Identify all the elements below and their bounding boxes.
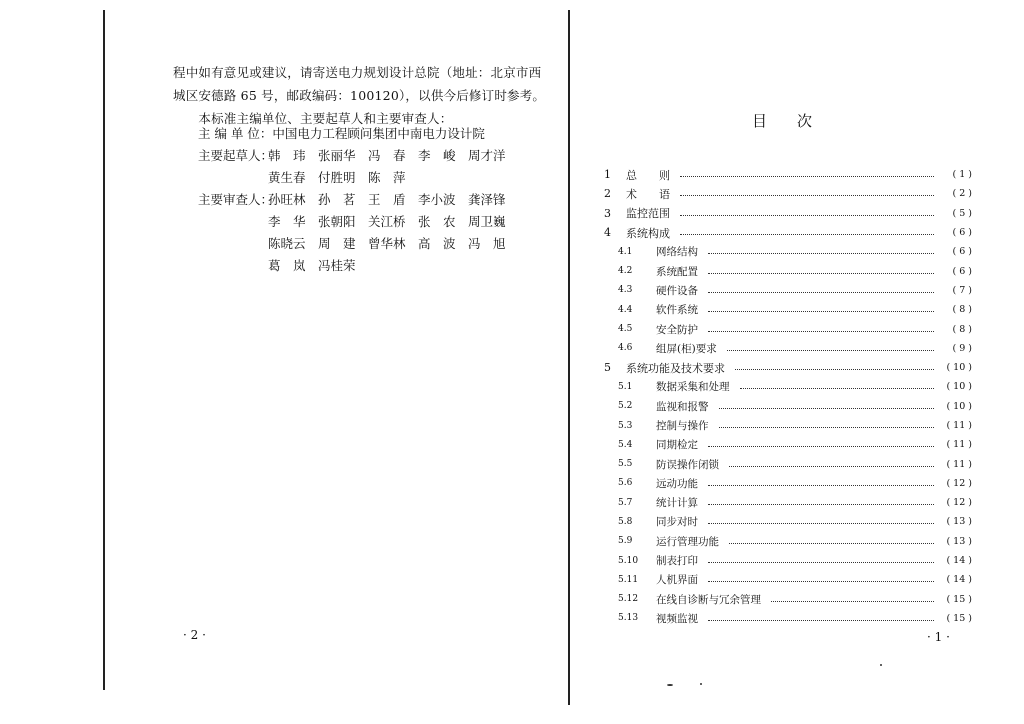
toc-entry-label: 控制与操作: [656, 420, 709, 432]
toc-entry[interactable]: [604, 512, 972, 531]
toc-entry-label: 监视和报警: [656, 400, 709, 413]
toc-entry-number: 5.2: [618, 401, 633, 412]
toc-entry[interactable]: [604, 204, 972, 223]
toc-entry[interactable]: [604, 281, 972, 300]
toc-entry-label: 系统构成: [626, 226, 670, 240]
toc-entry[interactable]: [604, 242, 972, 261]
toc-leader-dots: [708, 311, 934, 312]
toc-entry-page: ( 15 ): [946, 612, 972, 624]
person-name: 张 农: [418, 214, 456, 229]
toc-leader-dots: [708, 446, 934, 447]
toc-entry[interactable]: [604, 319, 972, 338]
toc-entry-page: ( 10 ): [946, 381, 972, 393]
toc-entry-number: 5.7: [618, 497, 633, 508]
toc-leader-dots: [735, 369, 934, 370]
toc-leader-dots: [680, 234, 934, 235]
toc-leader-dots: [680, 215, 934, 216]
toc-entry[interactable]: [604, 532, 972, 551]
person-name: 李 峻: [418, 148, 456, 163]
toc-entry-number: 4.1: [618, 246, 633, 257]
toc-leader-dots: [708, 620, 934, 621]
person-name: 周卫巍: [468, 214, 506, 229]
toc-entry-label: 统计计算: [656, 497, 698, 510]
toc-entry[interactable]: [604, 609, 972, 628]
toc-entry-number: 4.4: [618, 304, 633, 315]
reviewers-label: 主要审查人：: [198, 192, 274, 207]
toc-entry-label: 制表打印: [656, 555, 698, 568]
toc-entry-label: 视频监视: [656, 612, 698, 625]
scan-speck: [667, 684, 673, 686]
person-name: 张朝阳: [318, 214, 356, 229]
toc-leader-dots: [708, 485, 934, 486]
drafters-label: 主要起草人：: [198, 148, 274, 163]
toc-entry-page: ( 12 ): [946, 477, 972, 489]
toc-leader-dots: [680, 195, 934, 196]
toc-entry-label: 同期检定: [656, 439, 698, 452]
toc-entry-label: 术 语: [626, 187, 670, 201]
toc-entry-page: ( 14 ): [946, 555, 972, 567]
toc-entry[interactable]: [604, 358, 972, 377]
reviewers-row: [198, 232, 518, 254]
person-name: 张丽华: [318, 148, 356, 163]
toc-leader-dots: [708, 504, 934, 505]
toc-entry[interactable]: [604, 339, 972, 358]
toc-entry-label: 人机界面: [656, 574, 698, 587]
toc-entry-page: ( 11 ): [946, 458, 972, 470]
toc-entry-page: ( 9 ): [952, 342, 972, 354]
toc-entry-number: 5: [604, 361, 611, 375]
toc-entry[interactable]: [604, 570, 972, 589]
person-name: 关江桥: [368, 214, 406, 229]
person-name: 孙 茗: [318, 192, 356, 207]
credits-block: [198, 122, 518, 276]
toc-entry-label: 同步对时: [656, 516, 698, 529]
toc-entry[interactable]: [604, 551, 972, 570]
toc-entry-page: ( 7 ): [952, 284, 972, 296]
toc-entry-label: 安全防护: [656, 323, 698, 336]
reviewers-row: [198, 254, 518, 276]
toc-entry-label: 监控范围: [626, 207, 670, 221]
toc-entry-number: 5.6: [618, 478, 633, 489]
person-name: 韩 玮: [268, 148, 306, 163]
toc-entry-label: 组屏(柜)要求: [656, 342, 717, 355]
chief-editor-value: 中国电力工程顾问集团中南电力设计院: [272, 126, 485, 141]
table-of-contents: [604, 165, 972, 628]
toc-entry-number: 5.8: [618, 516, 633, 527]
toc-entry-page: ( 6 ): [952, 265, 972, 277]
left-page: [103, 0, 568, 724]
person-name: 王 盾: [368, 192, 406, 207]
toc-entry-number: 5.11: [618, 574, 639, 585]
toc-entry-page: ( 6 ): [952, 246, 972, 258]
toc-entry-page: ( 2 ): [952, 188, 972, 200]
toc-title: 目次: [752, 112, 843, 130]
toc-entry[interactable]: [604, 435, 972, 454]
toc-entry-number: 5.12: [618, 594, 639, 605]
person-name: 冯桂荣: [318, 258, 356, 273]
right-page: [572, 0, 1012, 724]
intro-line: 城区安德路 65 号，邮政编码：100120），以供今后修订时参考。: [173, 88, 546, 103]
toc-leader-dots: [729, 543, 934, 544]
drafters-row: [198, 144, 518, 166]
person-name: 曾华林: [368, 236, 406, 251]
toc-entry[interactable]: [604, 377, 972, 396]
toc-leader-dots: [680, 176, 934, 177]
toc-entry-page: ( 13 ): [946, 535, 972, 547]
reviewers-row: [198, 210, 518, 232]
chief-editor-row: [198, 122, 518, 144]
toc-entry-number: 4.3: [618, 285, 633, 296]
toc-entry[interactable]: [604, 493, 972, 512]
toc-leader-dots: [708, 253, 934, 254]
person-name: 付胜明: [318, 170, 356, 185]
toc-leader-dots: [771, 601, 934, 602]
toc-entry-number: 5.3: [618, 420, 633, 431]
toc-entry-page: ( 10 ): [946, 362, 972, 374]
toc-entry-page: ( 13 ): [946, 516, 972, 528]
person-name: 李 华: [268, 214, 306, 229]
toc-entry-page: ( 6 ): [952, 227, 972, 239]
toc-entry-page: ( 5 ): [952, 207, 972, 219]
person-name: 冯 春: [368, 148, 406, 163]
toc-entry-label: 在线自诊断与冗余管理: [656, 593, 761, 606]
left-page-number: · 2 ·: [183, 628, 206, 642]
intro-line: 程中如有意见或建议，请寄送电力规划设计总院（地址：北京市西: [173, 65, 542, 80]
toc-entry[interactable]: [604, 261, 972, 280]
toc-entry-number: 3: [604, 206, 611, 220]
toc-entry-page: ( 10 ): [946, 400, 972, 412]
toc-entry-page: ( 8 ): [952, 304, 972, 316]
toc-entry-number: 5.5: [618, 459, 633, 470]
toc-entry-page: ( 15 ): [946, 593, 972, 605]
toc-leader-dots: [708, 292, 934, 293]
intro-line: 本标准主编单位、主要起草人和主要审查人：: [173, 111, 453, 126]
toc-leader-dots: [729, 466, 934, 467]
toc-entry-label: 防误操作闭锁: [656, 458, 719, 471]
person-name: 黄生春: [268, 170, 306, 185]
toc-entry-page: ( 11 ): [946, 439, 972, 451]
scan-speck: [880, 664, 882, 666]
toc-entry-label: 系统配置: [656, 265, 698, 278]
toc-entry-page: ( 14 ): [946, 574, 972, 586]
scan-speck: [700, 683, 702, 685]
person-name: 冯 旭: [468, 236, 506, 251]
toc-entry-label: 网络结构: [656, 246, 698, 259]
toc-entry-number: 4.6: [618, 343, 633, 354]
toc-entry[interactable]: [604, 397, 972, 416]
toc-entry-label: 数据采集和处理: [656, 381, 730, 394]
toc-leader-dots: [708, 523, 934, 524]
toc-leader-dots: [719, 408, 935, 409]
toc-entry[interactable]: [604, 184, 972, 203]
toc-entry[interactable]: [604, 454, 972, 473]
toc-entry[interactable]: [604, 474, 972, 493]
person-name: 周才洋: [468, 148, 506, 163]
person-name: 孙旺林: [268, 192, 306, 207]
toc-leader-dots: [708, 562, 934, 563]
toc-entry-number: 1: [604, 168, 611, 182]
person-name: 龚泽锋: [468, 192, 506, 207]
person-name: 高 波: [418, 236, 456, 251]
person-name: 葛 岚: [268, 258, 306, 273]
person-name: 陈 萍: [368, 170, 406, 185]
toc-entry[interactable]: [604, 590, 972, 609]
toc-leader-dots: [708, 581, 934, 582]
toc-entry-label: 运行管理功能: [656, 535, 719, 548]
drafters-row: [198, 166, 518, 188]
toc-entry-page: ( 8 ): [952, 323, 972, 335]
toc-entry-page: ( 1 ): [952, 169, 972, 181]
right-page-number: · 1 ·: [927, 630, 950, 644]
person-name: 周 建: [318, 236, 356, 251]
toc-entry-label: 总 则: [626, 168, 670, 182]
chief-editor-label: 主 编 单 位：: [198, 126, 273, 141]
toc-entry-number: 5.9: [618, 536, 633, 547]
toc-entry-label: 硬件设备: [656, 284, 698, 297]
toc-entry-number: 2: [604, 187, 611, 201]
toc-entry-number: 5.13: [618, 613, 639, 624]
toc-leader-dots: [708, 331, 934, 332]
center-gutter-line: [568, 10, 570, 705]
toc-entry-label: 系统功能及技术要求: [626, 361, 725, 375]
toc-entry[interactable]: [604, 165, 972, 184]
toc-entry-page: ( 11 ): [946, 420, 972, 431]
person-name: 陈晓云: [268, 236, 306, 251]
toc-entry-number: 4.2: [618, 266, 633, 277]
toc-entry-number: 4: [604, 226, 611, 240]
toc-entry[interactable]: [604, 416, 972, 435]
toc-entry-number: 5.4: [618, 439, 633, 450]
toc-entry-page: ( 12 ): [946, 497, 972, 509]
toc-leader-dots: [708, 273, 934, 274]
toc-entry-label: 软件系统: [656, 304, 698, 317]
toc-entry[interactable]: [604, 300, 972, 319]
person-name: 李小波: [418, 192, 456, 207]
toc-leader-dots: [727, 350, 934, 351]
toc-entry-number: 4.5: [618, 324, 633, 335]
toc-entry-label: 远动功能: [656, 477, 698, 490]
reviewers-row: [198, 188, 518, 210]
toc-leader-dots: [740, 388, 935, 389]
intro-paragraph: [173, 62, 545, 131]
toc-entry-number: 5.10: [618, 555, 639, 566]
toc-leader-dots: [719, 427, 935, 428]
toc-entry[interactable]: [604, 223, 972, 242]
toc-entry-number: 5.1: [618, 381, 633, 392]
